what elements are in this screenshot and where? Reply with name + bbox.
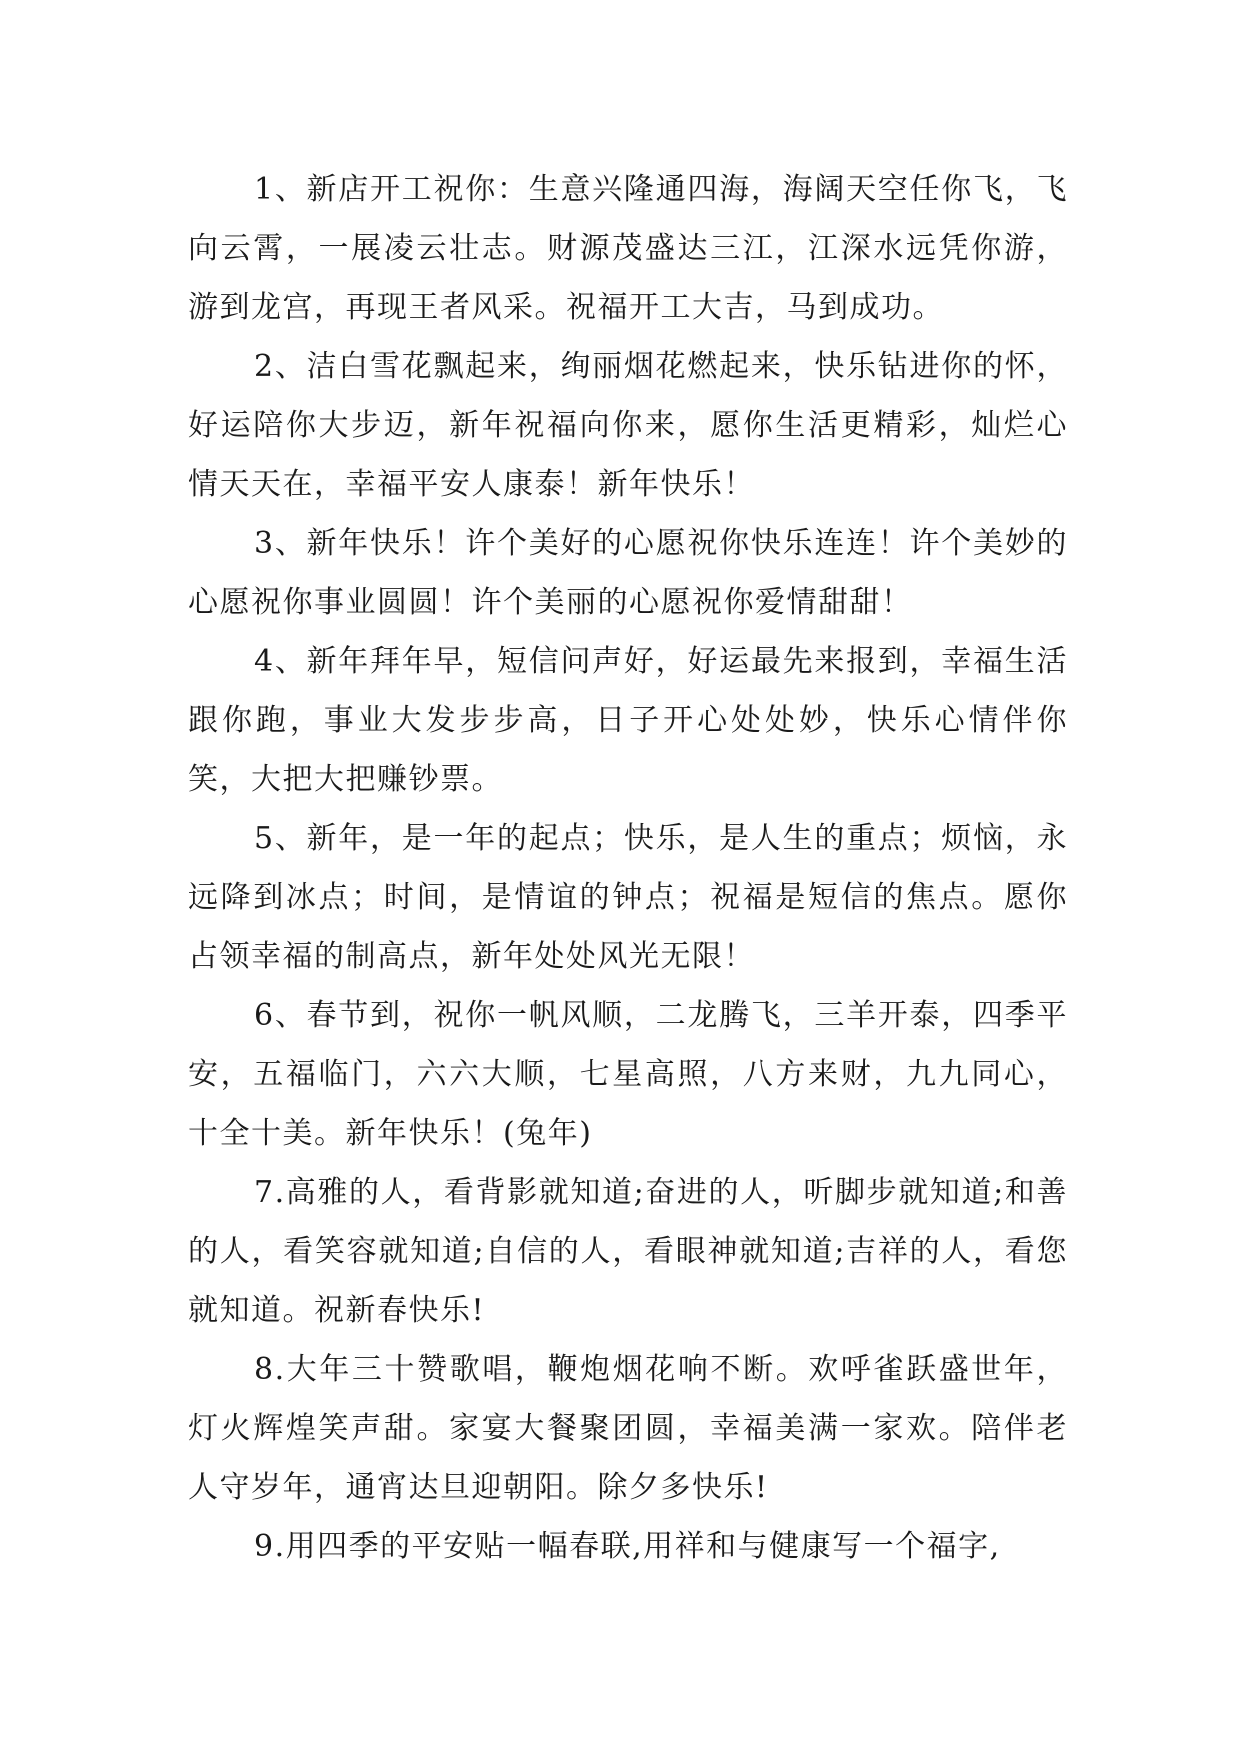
paragraph-1: 1、新店开工祝你：生意兴隆通四海，海阔天空任你飞，飞向云霄，一展凌云壮志。财源茂盛达三江，江深水远凭你游，游到龙宫，再现王者风采。祝福开工大吉，马到成功。 — [188, 172, 1068, 325]
paragraph-6: 6、春节到，祝你一帆风顺，二龙腾飞，三羊开泰，四季平安，五福临门，六六大顺，七星高照，八方来财，九九同心，十全十美。新年快乐！(兔年) — [188, 998, 1068, 1151]
paragraph-5: 5、新年，是一年的起点；快乐，是人生的重点；烦恼，永远降到冰点；时间，是情谊的钟点；祝福是短信的焦点。愿你占领幸福的制高点，新年处处风光无限！ — [188, 821, 1068, 974]
paragraph-4: 4、新年拜年早，短信问声好，好运最先来报到，幸福生活跟你跑，事业大发步步高，日子开心处处妙，快乐心情伴你笑，大把大把赚钞票。 — [188, 644, 1068, 797]
paragraph-9: 9.用四季的平安贴一幅春联,用祥和与健康写一个福字, — [254, 1529, 1001, 1564]
paragraph-8: 8.大年三十赞歌唱，鞭炮烟花响不断。欢呼雀跃盛世年，灯火辉煌笑声甜。家宴大餐聚团圆，幸福美满一家欢。陪伴老人守岁年，通宵达旦迎朝阳。除夕多快乐! — [188, 1352, 1068, 1505]
document-body — [188, 160, 1068, 1576]
paragraph-3: 3、新年快乐！许个美好的心愿祝你快乐连连！许个美妙的心愿祝你事业圆圆！许个美丽的心愿祝你爱情甜甜！ — [188, 526, 1068, 620]
paragraph-7: 7.高雅的人，看背影就知道;奋进的人，听脚步就知道;和善的人，看笑容就知道;自信的人，看眼神就知道;吉祥的人，看您就知道。祝新春快乐! — [188, 1175, 1068, 1328]
paragraph-2: 2、洁白雪花飘起来，绚丽烟花燃起来，快乐钻进你的怀，好运陪你大步迈，新年祝福向你来，愿你生活更精彩，灿烂心情天天在，幸福平安人康泰！新年快乐！ — [188, 349, 1068, 502]
